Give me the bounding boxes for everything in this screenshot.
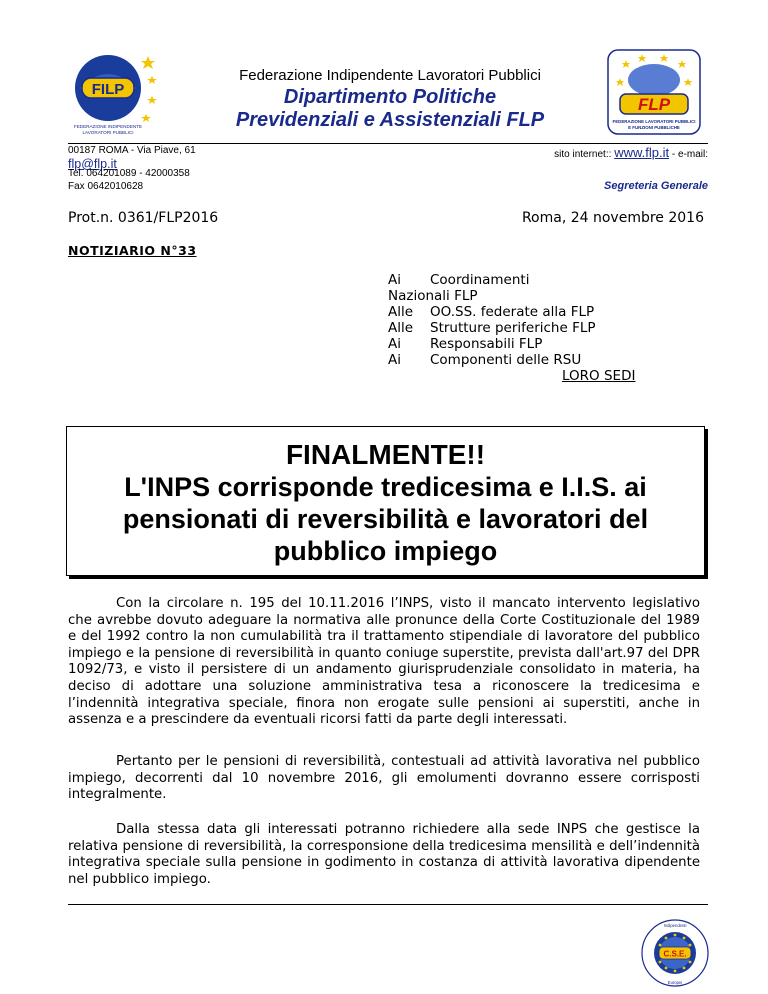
recipient-prefix: Ai [388, 352, 401, 368]
recipient-prefix: Alle [388, 320, 414, 336]
cse-seal [640, 918, 710, 988]
recipient-text: Strutture periferiche FLP [430, 320, 596, 336]
title-box [66, 426, 705, 576]
site-suffix: - e-mail: [671, 149, 708, 160]
recipient-prefix: Ai [388, 272, 401, 288]
email-link[interactable]: flp@flp.it [68, 157, 117, 171]
body-paragraph-2 [68, 754, 700, 804]
svg-text:Europei: Europei [667, 980, 683, 985]
site-prefix: sito internet:: [554, 149, 612, 160]
fax: Fax 0642010628 [68, 181, 144, 192]
svg-text:FLP: FLP [637, 95, 671, 114]
website-link[interactable]: www.flp.it [614, 145, 670, 160]
recipient-prefix: Nazionali FLP [388, 288, 478, 304]
recipient-prefix: Alle [388, 304, 414, 320]
svg-text:E FUNZIONI PUBBLICHE: E FUNZIONI PUBBLICHE [628, 125, 680, 130]
recipient-text: OO.SS. federate alla FLP [430, 304, 595, 320]
protocol-number: Prot.n. 0361/FLP2016 [68, 210, 219, 226]
bulletin-number: NOTIZIARIO N°33 [68, 243, 197, 258]
website-line [554, 145, 708, 160]
recipient-text: Coordinamenti [430, 272, 530, 288]
body-paragraph-1 [68, 596, 700, 729]
loro-sedi: LORO SEDI [562, 368, 636, 384]
title-subject: L'INPS corrisponde tredicesima e I.I.S. ai pensionati di reversibilità e lavoratori del pubblico impiego [122, 472, 649, 566]
recipient-row [388, 336, 648, 352]
title-headline: FINALMENTE!! [285, 439, 486, 470]
svg-text:LAVORATORI PUBBLICI: LAVORATORI PUBBLICI [82, 130, 134, 135]
department-line-1: Dipartimento Politiche [283, 86, 497, 108]
body-paragraph-3 [68, 822, 700, 888]
segreteria-generale: Segreteria Generale [604, 180, 708, 192]
recipient-prefix: Ai [388, 336, 401, 352]
svg-text:FEDERAZIONE LAVORATORI PUBBLIC: FEDERAZIONE LAVORATORI PUBBLICI [612, 119, 696, 124]
contacts [68, 167, 190, 193]
recipient-row [388, 272, 648, 288]
svg-text:FILP: FILP [91, 81, 125, 98]
svg-text:FEDERAZIONE INDIPENDENTE: FEDERAZIONE INDIPENDENTE [73, 124, 143, 129]
address: 00187 ROMA - Via Piave, 61 [68, 145, 196, 156]
recipient-row [388, 304, 648, 320]
recipients-list [388, 272, 648, 368]
recipient-row [388, 352, 648, 368]
telephone: Tel. 064201089 - 42000358 [68, 168, 190, 179]
recipient-row [388, 288, 648, 304]
recipient-row [388, 320, 648, 336]
recipient-text: Componenti delle RSU [430, 352, 582, 368]
paragraph-text: Pertanto per le pensioni di reversibilità, contestuali ad attività lavorativa nel pubblico impiego, decorrenti dal 10 novembre 2016, gli emolumenti dovranno essere corrisposti integralmente. [68, 754, 700, 803]
org-name: Federazione Indipendente Lavoratori Pubblici [239, 67, 541, 84]
flp-logo [606, 48, 702, 136]
filp-logo [68, 48, 160, 136]
svg-text:C.S.E.: C.S.E. [663, 949, 687, 959]
recipient-text: Responsabili FLP [430, 336, 543, 352]
svg-text:Indipendenti: Indipendenti [663, 923, 687, 928]
header-rule [68, 143, 708, 144]
department-line-2: Previdenziali e Assistenziali FLP [235, 109, 545, 131]
document-date: Roma, 24 novembre 2016 [521, 210, 704, 226]
footer-rule [68, 904, 708, 905]
paragraph-text: Con la circolare n. 195 del 10.11.2016 l’INPS, visto il mancato intervento legislativo che avrebbe dovuto adeguare la normativa alle pronunce della Corte Costituzionale del 1989 e del 1992 contro la non cumulabilità tra il trattamento stipendiale di lavoratore del pubblico impiego e la pensione di reversibilità in quanto coniuge superstite, prevista dall'art.97 del DPR 1092/73, e visto il persistere di un andamento giurisprudenziale consolidato in materia, ha deciso di adottare una soluzione amministrativa tesa a riconoscere la tredicesima e l’indennità integrativa speciale, finora non erogate sulle pensioni ai superstiti, anche in assenza e a prescindere da eventuali ricorsi fatti da parte degli interessati. [68, 596, 700, 728]
paragraph-text: Dalla stessa data gli interessati potranno richiedere alla sede INPS che gestisce la relativa pensione di reversibilità, la corresponsione della tredicesima mensilità e dell’indennità integrativa speciale sulla pensione in godimento in costanza di attività lavorativa dipendente nel pubblico impiego. [68, 822, 700, 887]
department-title [200, 86, 580, 132]
